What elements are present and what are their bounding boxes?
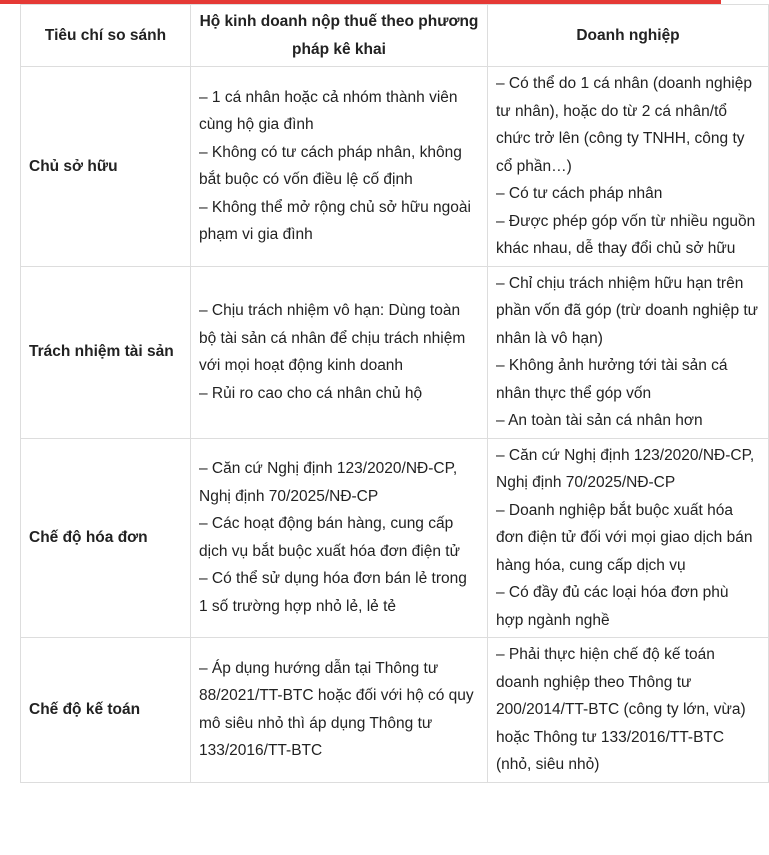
table-row <box>21 438 769 638</box>
header-enterprise: Doanh nghiệp <box>488 5 769 67</box>
criterion-cell: Chế độ kế toán <box>21 638 191 783</box>
household-point: – Rủi ro cao cho cá nhân chủ hộ <box>199 384 423 402</box>
household-point: – Căn cứ Nghị định 123/2020/NĐ-CP, Nghị định 70/2025/NĐ-CP <box>199 460 458 505</box>
enterprise-point: – An toàn tài sản cá nhân hơn <box>496 412 703 429</box>
enterprise-point: – Có thể do 1 cá nhân (doanh nghiệp tư nhân), hoặc do từ 2 cá nhân/tổ chức trở lên (công ty TNHH, công ty cổ phần…) <box>496 75 752 175</box>
enterprise-cell <box>488 438 769 638</box>
household-point: – 1 cá nhân hoặc cả nhóm thành viên cùng hộ gia đình <box>199 88 458 134</box>
household-cell <box>191 638 488 783</box>
household-point: – Các hoạt động bán hàng, cung cấp dịch vụ bắt buộc xuất hóa đơn điện tử <box>199 515 460 560</box>
enterprise-cell <box>488 266 769 438</box>
household-point: – Không có tư cách pháp nhân, không bắt buộc có vốn điều lệ cố định <box>199 143 462 189</box>
household-point: – Có thể sử dụng hóa đơn bán lẻ trong 1 số trường hợp nhỏ lẻ, lẻ tẻ <box>199 570 467 615</box>
criterion-cell: Trách nhiệm tài sản <box>21 266 191 438</box>
header-criterion: Tiêu chí so sánh <box>21 5 191 67</box>
enterprise-point: – Căn cứ Nghị định 123/2020/NĐ-CP, Nghị định 70/2025/NĐ-CP <box>496 446 755 491</box>
household-cell <box>191 438 488 638</box>
enterprise-point: – Doanh nghiệp bắt buộc xuất hóa đơn điện tử đối với mọi giao dịch bán hàng hóa, cung cấp dịch vụ <box>496 501 753 574</box>
household-point: – Không thể mở rộng chủ sở hữu ngoài phạm vi gia đình <box>199 198 471 244</box>
enterprise-point: – Phải thực hiện chế độ kế toán doanh nghiệp theo Thông tư 200/2014/TT-BTC (công ty lớn, vừa) hoặc Thông tư 133/2016/TT-BTC (nhỏ, siêu nhỏ) <box>496 646 746 773</box>
enterprise-cell <box>488 67 769 267</box>
enterprise-point: – Có tư cách pháp nhân <box>496 185 663 202</box>
enterprise-point: – Được phép góp vốn từ nhiều nguồn khác nhau, dễ thay đổi chủ sở hữu <box>496 212 756 257</box>
household-point: – Chịu trách nhiệm vô hạn: Dùng toàn bộ tài sản cá nhân để chịu trách nhiệm với mọi hoạt động kinh doanh <box>199 302 466 374</box>
household-cell <box>191 67 488 267</box>
table-header-row <box>21 5 769 67</box>
table-row <box>21 266 769 438</box>
comparison-table <box>20 4 769 783</box>
header-household: Hộ kinh doanh nộp thuế theo phương pháp kê khai <box>191 5 488 67</box>
household-point: – Áp dụng hướng dẫn tại Thông tư 88/2021/TT-BTC hoặc đối với hộ có quy mô siêu nhỏ thì áp dụng Thông tư 133/2016/TT-BTC <box>199 659 474 760</box>
enterprise-point: – Chỉ chịu trách nhiệm hữu hạn trên phần vốn đã góp (trừ doanh nghiệp tư nhân là vô hạn) <box>496 274 759 347</box>
criterion-cell: Chủ sở hữu <box>21 67 191 267</box>
criterion-cell: Chế độ hóa đơn <box>21 438 191 638</box>
enterprise-point: – Có đầy đủ các loại hóa đơn phù hợp ngành nghề <box>496 584 729 629</box>
table-row <box>21 67 769 267</box>
household-cell <box>191 266 488 438</box>
table-row <box>21 638 769 783</box>
enterprise-cell <box>488 638 769 783</box>
enterprise-point: – Không ảnh hưởng tới tài sản cá nhân thực thể góp vốn <box>496 357 728 402</box>
